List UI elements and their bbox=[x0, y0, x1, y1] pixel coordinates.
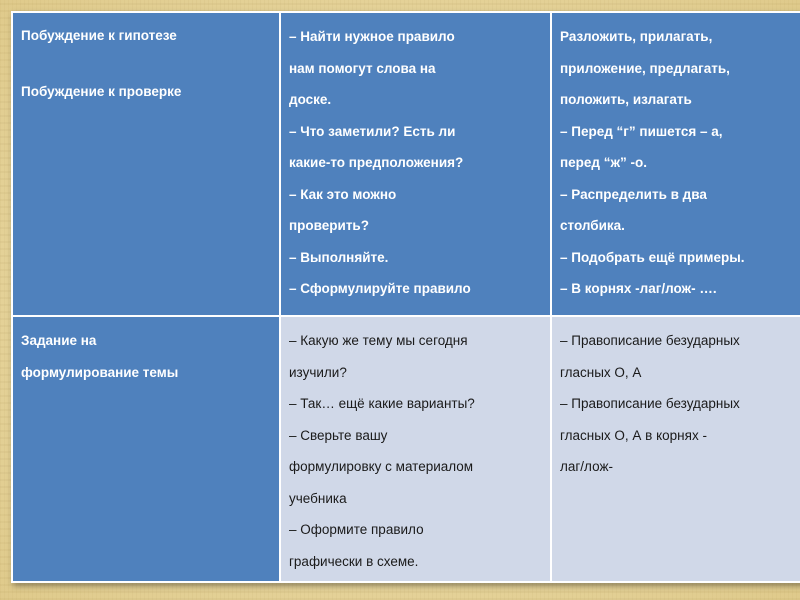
cell-text-line: гласных О, А в корнях - bbox=[560, 427, 707, 443]
cell-text-line: графически в схеме. bbox=[289, 553, 419, 569]
lesson-table bbox=[11, 11, 800, 583]
cell-text-line: – Сформулируйте правило bbox=[289, 281, 471, 296]
cell-text-line: – Выполняйте. bbox=[289, 249, 389, 265]
cell-text-line: – Правописание безударных bbox=[560, 333, 740, 348]
cell-text-line: – Как это можно bbox=[289, 186, 397, 202]
cell-text-line: нам помогут слова на bbox=[289, 60, 436, 76]
table-cell-student bbox=[551, 12, 800, 316]
cell-text-line: – Что заметили? Есть ли bbox=[289, 123, 456, 139]
cell-text-line: – Так… ещё какие варианты? bbox=[289, 396, 475, 411]
cell-text-line: – В корнях -лаг/лож- …. bbox=[560, 281, 717, 296]
cell-text-line: Разложить, прилагать, bbox=[560, 29, 713, 44]
cell-text-line: формулировку с материалом bbox=[289, 459, 474, 474]
cell-text-line: приложение, предлагать, bbox=[560, 60, 730, 76]
table-cell-stage bbox=[12, 316, 280, 582]
cell-text-line: – Подобрать ещё примеры. bbox=[560, 249, 745, 265]
cell-text-line: проверить? bbox=[289, 218, 369, 233]
cell-text-line: – Перед “г” пишется – а, bbox=[560, 123, 723, 139]
cell-text-line: Задание на bbox=[21, 333, 97, 348]
cell-text-line: перед “ж” -о. bbox=[560, 155, 648, 170]
cell-text-line: столбика. bbox=[560, 218, 625, 233]
cell-text-line: доске. bbox=[289, 92, 332, 107]
cell-text-line: Побуждение к гипотезе bbox=[21, 28, 177, 43]
cell-text-line: формулирование темы bbox=[21, 364, 179, 380]
cell-text-line: – Какую же тему мы сегодня bbox=[289, 333, 468, 348]
cell-text-line: гласных О, А bbox=[560, 364, 642, 380]
cell-text-line: – Правописание безударных bbox=[560, 396, 740, 411]
table-cell-student bbox=[551, 316, 800, 582]
cell-text-line: учебника bbox=[289, 490, 347, 506]
cell-text-line: какие-то предположения? bbox=[289, 155, 464, 170]
cell-text-line: – Сверьте вашу bbox=[289, 427, 388, 443]
table-cell-stage bbox=[12, 12, 280, 316]
cell-text-line: положить, излагать bbox=[560, 92, 692, 107]
table-cell-teacher bbox=[280, 12, 551, 316]
cell-text-line: изучили? bbox=[289, 364, 347, 380]
cell-text-line: Побуждение к проверке bbox=[21, 84, 182, 99]
cell-text-line: лаг/лож- bbox=[560, 459, 613, 474]
cell-text-line: – Распределить в два bbox=[560, 186, 707, 202]
table-row bbox=[12, 12, 800, 316]
cell-text-line: – Оформите правило bbox=[289, 522, 424, 537]
table-row bbox=[12, 316, 800, 582]
table-cell-teacher bbox=[280, 316, 551, 582]
cell-text-line: – Найти нужное правило bbox=[289, 29, 455, 44]
